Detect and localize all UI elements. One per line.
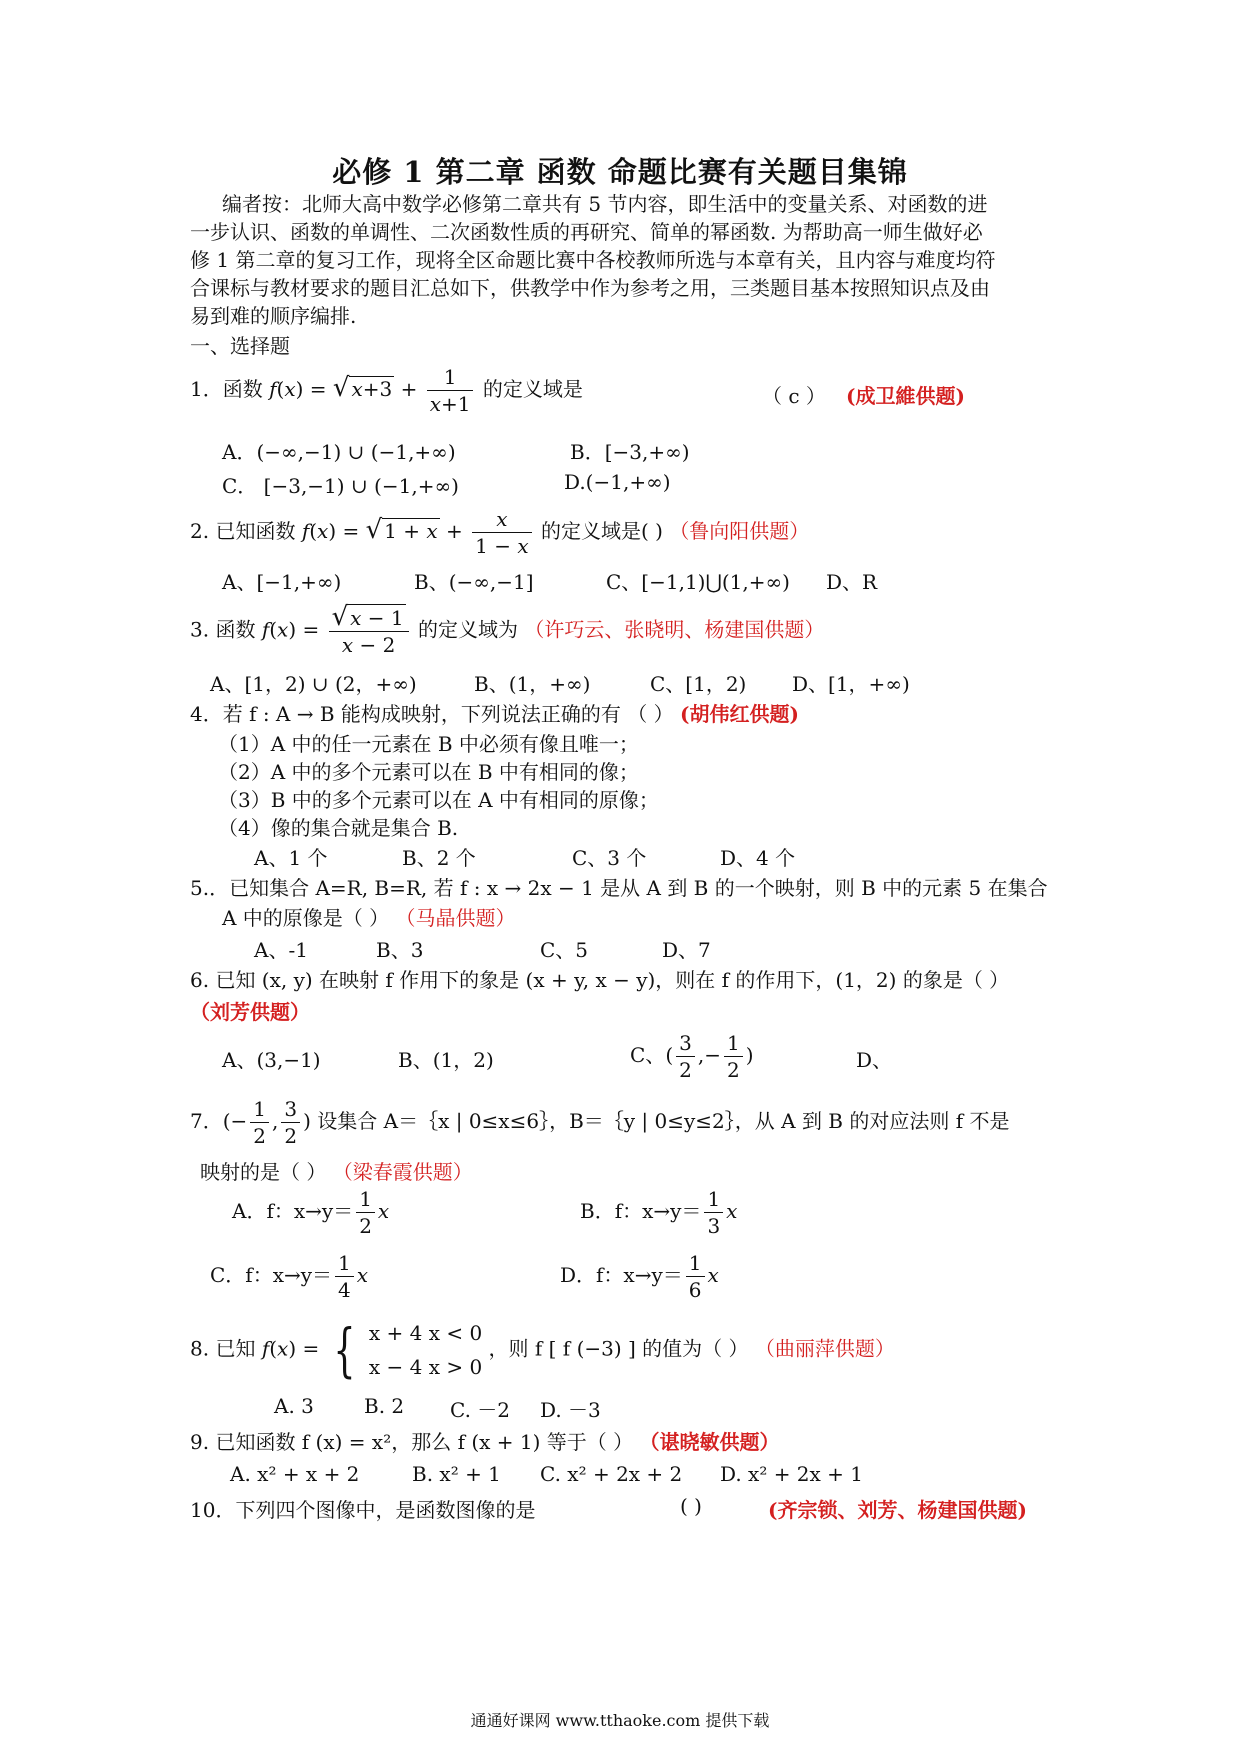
- question-7-line2: [200, 1156, 473, 1185]
- question-number: 1．函数: [190, 377, 263, 401]
- question-number: 2. 已知函数: [190, 519, 296, 543]
- fraction: $\frac{1}{x+1}$: [427, 364, 474, 417]
- option-b: B．f：x→y＝ $\frac{1}{3}$ x: [580, 1187, 738, 1238]
- question-credit: （曲丽萍供题）: [754, 1336, 895, 1361]
- question-credit: （马晶供题）: [395, 906, 516, 930]
- intro-line: 合课标与教材要求的题目汇总如下，供教学中作为参考之用，三类题目基本按照知识点及由: [190, 276, 990, 300]
- option-label: B．f：x→y＝: [580, 1199, 702, 1223]
- question-credit: （谌晓敏供题）: [639, 1430, 780, 1454]
- question-9: [190, 1426, 779, 1455]
- option-d: D、4 个: [720, 846, 796, 870]
- option-a: A．(−∞,−1) ∪ (−1,+∞): [222, 440, 456, 464]
- question-credit: (成卫維供题): [846, 384, 965, 408]
- answer-blank: ( ): [680, 1494, 702, 1518]
- fraction: $\frac{1}{2}$: [724, 1030, 743, 1083]
- option-a: A．f：x→y＝ $\frac{1}{2}$ x: [232, 1187, 390, 1238]
- fraction: $\frac{1}{2}$: [356, 1186, 375, 1239]
- option-b: B、(1，2): [398, 1048, 494, 1072]
- formula: f: [269, 377, 277, 401]
- option-c: C、( $\frac{3}{2}$ ,− $\frac{1}{2}$ ): [630, 1031, 754, 1082]
- question-4: [190, 698, 799, 727]
- question-stem: 9. 已知函数 f (x) = x²，那么 f (x + 1) 等于（ ）: [190, 1430, 634, 1454]
- option-label: A．f：x→y＝: [232, 1199, 354, 1223]
- statement-item: （2）A 中的多个元素可以在 B 中有相同的像；: [218, 760, 639, 784]
- question-10: 10．下列四个图像中，是函数图像的是: [190, 1498, 536, 1522]
- question-6-line1: 6. 已知 (x, y) 在映射 f 作用下的象是 (x + y, x − y)，则在 f 的作用下，(1，2) 的象是（ ）: [190, 968, 1010, 992]
- option-c: C．f：x→y＝ $\frac{1}{4}$ x: [210, 1251, 369, 1302]
- question-tail: 的定义域是: [482, 377, 583, 401]
- page-title: 必修 1 第二章 函数 命题比赛有关题目集锦: [332, 155, 908, 189]
- statement-item: （3）B 中的多个元素可以在 A 中有相同的原像；: [218, 788, 659, 812]
- question-credit: （梁春霞供题）: [332, 1160, 473, 1184]
- question-stem: 设集合 A＝｛x | 0≤x≤6｝，B＝｛y | 0≤y≤2｝，从 A 到 B 的对应法则 f 不是: [317, 1109, 1010, 1133]
- question-1: 1．函数 f(x) = √ x+3 + $\frac{1}{x+1}$ 的定义域是: [190, 365, 583, 416]
- option-b: B、3: [376, 938, 424, 962]
- option-a: A、[−1,+∞): [222, 570, 342, 594]
- question-stem: 4．若 f : A → B 能构成映射，下列说法正确的有 （ ）: [190, 702, 674, 726]
- question-number: 3. 函数: [190, 617, 256, 642]
- fraction: $\frac{1}{4}$: [335, 1250, 354, 1303]
- fraction: $\frac{x}{1 - x}$: [472, 506, 531, 559]
- question-number: 8. 已知: [190, 1336, 256, 1361]
- question-tail: 的定义域为: [418, 617, 519, 642]
- intro-line: 易到难的顺序编排.: [190, 304, 357, 328]
- option-a: A. 3: [274, 1394, 314, 1418]
- option-c: C、[−1,1)⋃(1,+∞): [606, 570, 790, 594]
- option-b: B. 2: [364, 1394, 405, 1418]
- question-number: 7．: [190, 1109, 223, 1133]
- question-credit: （鲁向阳供题）: [669, 519, 810, 543]
- option-d: D、R: [826, 570, 878, 594]
- option-label: C、: [630, 1043, 666, 1067]
- question-stem: 映射的是（ ）: [200, 1160, 327, 1184]
- option-a: A、1 个: [254, 846, 328, 870]
- statement-item: （1）A 中的任一元素在 B 中必须有像且唯一；: [218, 732, 639, 756]
- option-b: B．[−3,+∞): [570, 440, 690, 464]
- question-5-line1: 5.．已知集合 A=R, B=R, 若 f : x → 2x − 1 是从 A 到 B 的一个映射，则 B 中的元素 5 在集合: [190, 876, 1048, 900]
- question-tail: ，则 f [ f (−3) ] 的值为（ ）: [488, 1336, 749, 1361]
- question-credit: (胡伟红供题): [679, 702, 799, 726]
- question-2: 2. 已知函数 f(x) = √ 1 + x + $\frac{x}{1 - x}$ 的定义域是( ) （鲁向阳供题）: [190, 507, 810, 558]
- question-credit: （许巧云、张晓明、杨建国供题）: [524, 617, 825, 642]
- option-d: D、7: [662, 938, 711, 962]
- option-a: A. x² + x + 2: [230, 1462, 360, 1486]
- piecewise-cases: x + 4 x < 0 x − 4 x > 0: [368, 1321, 483, 1379]
- fraction: $\frac{3}{2}$: [281, 1096, 300, 1149]
- statement-item: （4）像的集合就是集合 B.: [218, 816, 459, 840]
- question-7-line1: 7．(− $\frac{1}{2}$ , $\frac{3}{2}$ ) 设集合 A＝｛x | 0≤x≤6｝，B＝｛y | 0≤y≤2｝，从 A 到 B 的对应法则 f 不是: [190, 1097, 1010, 1148]
- fraction: $\frac{1}{6}$: [686, 1250, 705, 1303]
- answer-blank: （ c ）: [762, 384, 826, 408]
- fraction: $\frac{√ x - 1}{x - 2}$: [329, 604, 409, 658]
- option-a: A、-1: [254, 938, 308, 962]
- intro-line: 修 1 第二章的复习工作，现将全区命题比赛中各校教师所选与本章有关，且内容与难度均符: [190, 248, 996, 272]
- intro-line: 编者按：北师大高中数学必修第二章共有 5 节内容，即生活中的变量关系、对函数的进: [222, 192, 988, 216]
- fraction: $\frac{1}{2}$: [250, 1096, 269, 1149]
- question-5-line2: [222, 902, 516, 931]
- option-d: D. x² + 2x + 1: [720, 1462, 864, 1486]
- option-c: C、5: [540, 938, 589, 962]
- intro-line: 一步认识、函数的单调性、二次函数性质的再研究、简单的幂函数. 为帮助高一师生做好必: [190, 220, 983, 244]
- option-a: A、[1，2) ∪ (2，+∞): [210, 672, 417, 696]
- section-heading: 一、选择题: [190, 334, 290, 358]
- question-3: 3. 函数 f(x) = $\frac{√ x - 1}{x - 2}$ 的定义域为 （许巧云、张晓明、杨建国供题）: [190, 602, 825, 657]
- question-credit: （刘芳供题）: [190, 1000, 310, 1024]
- option-b: B、(−∞,−1]: [414, 570, 534, 594]
- option-d: D、: [856, 1048, 893, 1072]
- question-tail: 的定义域是( ): [540, 519, 663, 543]
- option-c: C. －2: [450, 1398, 511, 1422]
- question-stem: A 中的原像是（ ）: [222, 906, 390, 930]
- option-d: D、[1，+∞): [792, 672, 910, 696]
- option-d: D.(−1,+∞): [564, 470, 671, 494]
- fraction: $\frac{1}{3}$: [704, 1186, 723, 1239]
- option-label: D．f：x→y＝: [560, 1263, 683, 1287]
- option-c: C、3 个: [572, 846, 647, 870]
- option-a: A、(3,−1): [222, 1048, 321, 1072]
- option-label: C．f：x→y＝: [210, 1263, 333, 1287]
- option-c: C、[1，2): [650, 672, 747, 696]
- option-b: B、(1，+∞): [474, 672, 591, 696]
- option-d: D. －3: [540, 1398, 601, 1422]
- question-8: 8. 已知 f(x) = { x + 4 x < 0 x − 4 x > 0 ，则 f [ f (−3) ] 的值为（ ） （曲丽萍供题）: [190, 1316, 895, 1384]
- brace: {: [332, 1316, 356, 1384]
- option-c: C. x² + 2x + 2: [540, 1462, 683, 1486]
- option-d: D．f：x→y＝ $\frac{1}{6}$ x: [560, 1251, 719, 1302]
- fraction: $\frac{3}{2}$: [676, 1030, 695, 1083]
- question-credit: (齐宗锁、刘芳、杨建国供题): [768, 1498, 1027, 1522]
- option-b: B. x² + 1: [412, 1462, 501, 1486]
- option-b: B、2 个: [402, 846, 476, 870]
- footer-source: 通通好课网 www.tthaoke.com 提供下载: [470, 1711, 770, 1730]
- option-c: C． [−3,−1) ∪ (−1,+∞): [222, 474, 459, 498]
